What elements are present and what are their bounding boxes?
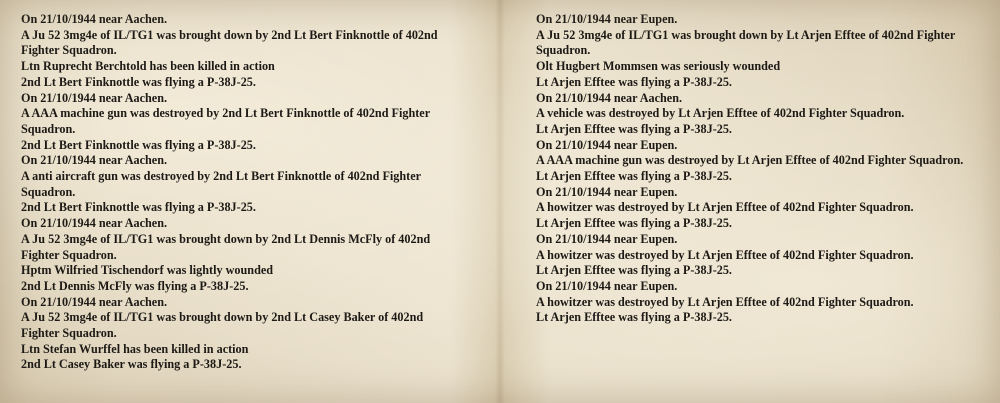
log-line: A Ju 52 3mg4e of IL/TG1 was brought down by 2nd Lt Dennis McFly of 402nd	[21, 231, 431, 246]
log-line: Lt Arjen Efftee was flying a P-38J-25.	[536, 310, 732, 325]
log-line: A Ju 52 3mg4e of IL/TG1 was brought down by Lt Arjen Efftee of 402nd Fighter	[536, 27, 956, 42]
log-line: Lt Arjen Efftee was flying a P-38J-25.	[536, 74, 732, 89]
log-line: On 21/10/1944 near Aachen.	[21, 216, 168, 231]
log-line: A vehicle was destroyed by Lt Arjen Efftee of 402nd Fighter Squadron.	[536, 106, 905, 121]
log-line: A Ju 52 3mg4e of IL/TG1 was brought down by 2nd Lt Bert Finknottle of 402nd	[21, 27, 438, 42]
log-line: Squadron.	[21, 121, 76, 136]
log-line: On 21/10/1944 near Eupen.	[536, 137, 678, 152]
log-line: 2nd Lt Casey Baker was flying a P-38J-25.	[21, 357, 242, 372]
log-line: Lt Arjen Efftee was flying a P-38J-25.	[536, 121, 732, 136]
log-line: On 21/10/1944 near Aachen.	[21, 12, 168, 26]
log-line: On 21/10/1944 near Aachen.	[21, 294, 168, 309]
log-line: 2nd Lt Bert Finknottle was flying a P-38J-25.	[21, 74, 256, 89]
log-line: Squadron.	[536, 43, 591, 58]
log-line: A howitzer was destroyed by Lt Arjen Efftee of 402nd Fighter Squadron.	[536, 294, 914, 309]
log-line: On 21/10/1944 near Eupen.	[536, 231, 678, 246]
left-page	[21, 12, 466, 403]
log-line: Lt Arjen Efftee was flying a P-38J-25.	[536, 263, 732, 278]
log-line: A Ju 52 3mg4e of IL/TG1 was brought down by 2nd Lt Casey Baker of 402nd	[21, 310, 424, 325]
log-line: Hptm Wilfried Tischendorf was lightly wounded	[21, 263, 274, 278]
log-line: On 21/10/1944 near Aachen.	[536, 90, 683, 105]
log-line: Ltn Stefan Wurffel has been killed in action	[21, 341, 249, 356]
log-line: A AAA machine gun was destroyed by 2nd Lt Bert Finknottle of 402nd Fighter	[21, 106, 431, 121]
log-line: A AAA machine gun was destroyed by Lt Arjen Efftee of 402nd Fighter Squadron.	[536, 153, 964, 168]
log-line: Lt Arjen Efftee was flying a P-38J-25.	[536, 216, 732, 231]
log-line: Fighter Squadron.	[21, 43, 117, 58]
right-page	[536, 12, 981, 403]
log-line: 2nd Lt Bert Finknottle was flying a P-38J-25.	[21, 200, 256, 215]
log-line: Fighter Squadron.	[21, 247, 117, 262]
log-line: On 21/10/1944 near Eupen.	[536, 12, 678, 26]
log-line: Squadron.	[21, 184, 76, 199]
log-line: A anti aircraft gun was destroyed by 2nd Lt Bert Finknottle of 402nd Fighter	[21, 169, 422, 184]
log-line: A howitzer was destroyed by Lt Arjen Efftee of 402nd Fighter Squadron.	[536, 200, 914, 215]
log-line: Lt Arjen Efftee was flying a P-38J-25.	[536, 169, 732, 184]
log-line: On 21/10/1944 near Eupen.	[536, 184, 678, 199]
log-line: On 21/10/1944 near Aachen.	[21, 153, 168, 168]
log-line: Olt Hugbert Mommsen was seriously wounded	[536, 59, 781, 74]
log-line: Fighter Squadron.	[21, 326, 117, 341]
log-line: 2nd Lt Bert Finknottle was flying a P-38J-25.	[21, 137, 256, 152]
log-line: A howitzer was destroyed by Lt Arjen Efftee of 402nd Fighter Squadron.	[536, 247, 914, 262]
log-line: Ltn Ruprecht Berchtold has been killed in action	[21, 59, 275, 74]
log-line: On 21/10/1944 near Eupen.	[536, 278, 678, 293]
log-line: On 21/10/1944 near Aachen.	[21, 90, 168, 105]
log-line: 2nd Lt Dennis McFly was flying a P-38J-25.	[21, 278, 249, 293]
